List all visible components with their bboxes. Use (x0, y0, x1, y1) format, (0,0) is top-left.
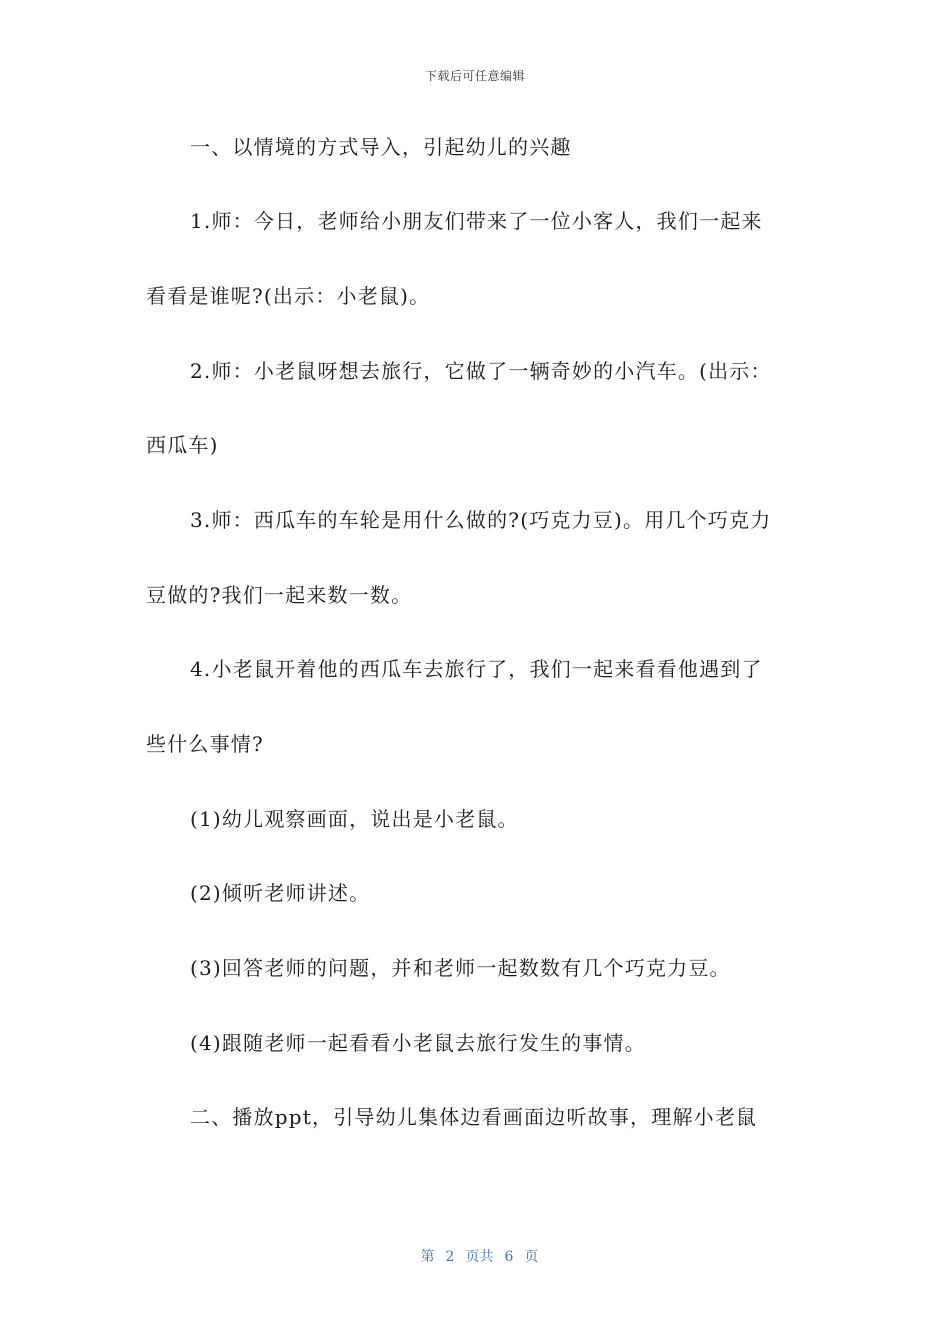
list-item-3: (3)回答老师的问题，并和老师一起数数有几个巧克力豆。 (190, 956, 731, 980)
list-item-4: (4)跟随老师一起看看小老鼠去旅行发生的事情。 (190, 1031, 646, 1055)
list-item-1: (1)幼儿观察画面，说出是小老鼠。 (190, 807, 519, 831)
footer-middle: 页共 (465, 1249, 494, 1265)
paragraph-4-line-2: 些什么事情? (146, 732, 264, 756)
paragraph-section-2-heading: 二、播放ppt，引导幼儿集体边看画面边听故事，理解小老鼠 (190, 1105, 758, 1129)
footer-total-pages: 6 (504, 1249, 514, 1265)
paragraph-4-line-1: 4.小老鼠开着他的西瓜车去旅行了，我们一起来看看他遇到了 (190, 657, 763, 681)
paragraph-3-line-2: 豆做的?我们一起来数一数。 (146, 583, 413, 607)
footer-current-page: 2 (445, 1249, 455, 1265)
page-footer (0, 1230, 950, 1266)
paragraph-2-line-1: 2.师：小老鼠呀想去旅行，它做了一辆奇妙的小汽车。(出示： (190, 359, 772, 383)
footer-prefix: 第 (420, 1249, 435, 1265)
paragraph-section-1-heading: 一、以情境的方式导入，引起幼儿的兴趣 (190, 135, 572, 159)
list-item-2: (2)倾听老师讲述。 (190, 881, 371, 905)
paragraph-1-line-2: 看看是谁呢?(出示：小老鼠)。 (146, 284, 431, 308)
footer-suffix: 页 (524, 1249, 539, 1265)
paragraph-2-line-2: 西瓜车) (146, 433, 219, 457)
header-note: 下载后可任意编辑 (424, 69, 525, 83)
paragraph-1-line-1: 1.师：今日，老师给小朋友们带来了一位小客人，我们一起来 (190, 209, 763, 233)
paragraph-3-line-1: 3.师：西瓜车的车轮是用什么做的?(巧克力豆)。用几个巧克力 (190, 508, 772, 532)
